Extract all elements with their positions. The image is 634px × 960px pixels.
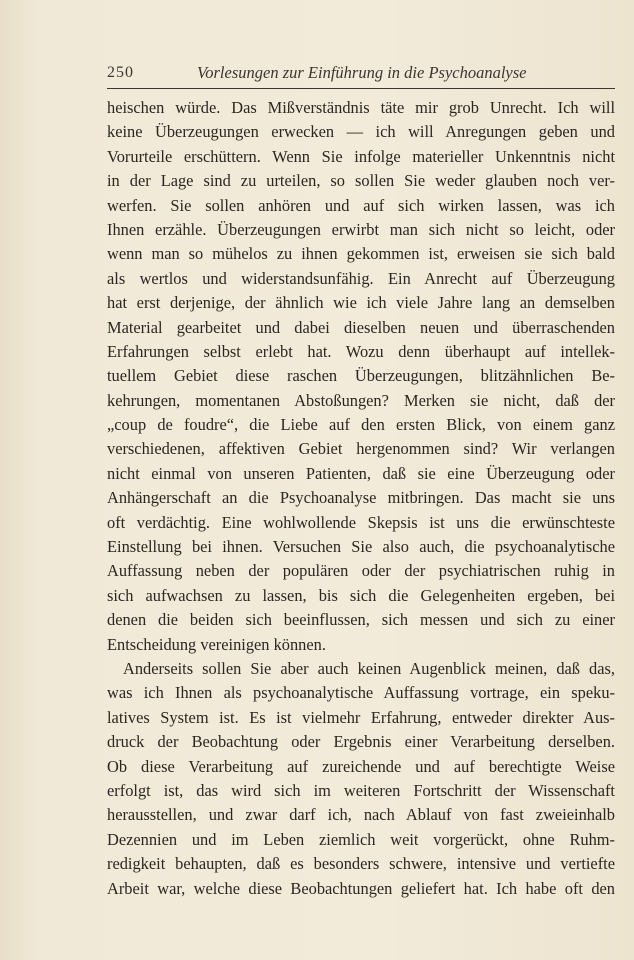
text-line: als wertlos und widerstandsunfähig. Ein Anrecht auf Überzeugung — [107, 268, 615, 288]
text-line: Vorurteile erschüttern. Wenn Sie infolge materieller Unkenntnis nicht — [107, 146, 615, 166]
text-line: „coup de foudre“, die Liebe auf den ersten Blick, von einem ganz — [107, 415, 615, 435]
text-line: Arbeit war, welche diese Beobachtungen geliefert hat. Ich habe oft den — [107, 878, 615, 898]
text-line: Entscheidung vereinigen können. — [107, 634, 326, 654]
text-line: kehrungen, momentanen Abstoßungen? Merken sie nicht, daß der — [107, 390, 615, 410]
text-line: heischen würde. Das Mißverständnis täte mir grob Unrecht. Ich will — [107, 98, 615, 117]
text-line: denen die beiden sich beeinflussen, sich messen und sich zu einer — [107, 610, 615, 630]
text-line: werfen. Sie sollen anhören und auf sich wirken lassen, was ich — [107, 195, 615, 215]
text-line: verschiedenen, affektiven Gebiet hergenommen sind? Wir verlangen — [107, 439, 615, 459]
text-line: Erfahrungen selbst erlebt hat. Wozu denn überhaupt auf intellek- — [107, 341, 615, 361]
text-line: tuellem Gebiet diese raschen Überzeugungen, blitzähnlichen Be- — [107, 366, 615, 386]
text-line: nicht einmal von unseren Patienten, daß sie eine Überzeugung oder — [107, 463, 615, 483]
page-number: 250 — [107, 64, 134, 81]
text-line: Auffassung neben der populären oder der psychiatrischen ruhig in — [107, 561, 615, 581]
text-line: erfolgt ist, das wird sich im weiteren Fortschritt der Wissenschaft — [107, 780, 615, 800]
text-line: Dezennien und im Leben ziemlich weit vorgerückt, ohne Ruhm- — [107, 829, 615, 849]
text-line: in der Lage sind zu urteilen, so sollen Sie weder glauben noch ver- — [107, 171, 615, 191]
text-line: herausstellen, und zwar darf ich, nach Ablauf von fast zweieinhalb — [107, 805, 615, 825]
text-line: Material gearbeitet und dabei dieselben neuen und überraschenden — [107, 317, 615, 337]
text-line: Ihnen erzähle. Überzeugungen erwirbt man sich nicht so leicht, oder — [107, 219, 615, 239]
text-line: Anhängerschaft an die Psychoanalyse mitbringen. Das macht sie uns — [107, 488, 615, 508]
text-line: oft verdächtig. Eine wohlwollende Skepsis ist uns die erwünschteste — [107, 512, 615, 532]
text-line: wenn man so mühelos zu ihnen gekommen ist, erweisen sie sich bald — [107, 244, 615, 264]
text-line: latives System ist. Es ist vielmehr Erfahrung, entweder direkter Aus- — [107, 707, 615, 727]
text-line: Einstellung bei ihnen. Versuchen Sie also auch, die psychoanalytische — [107, 537, 615, 557]
body-text — [107, 96, 615, 901]
text-line: redigkeit behaupten, daß es besonders schwere, intensive und vertiefte — [107, 854, 615, 874]
text-line: Ob diese Verarbeitung auf zureichende und auf berechtigte Weise — [107, 756, 615, 776]
paragraph-first-line: Anderseits sollen Sie aber auch keinen Augenblick meinen, daß das, — [123, 658, 615, 678]
page-header — [107, 58, 615, 89]
text-line: sich aufwachsen zu lassen, bis sich die Gelegenheiten ergeben, bei — [107, 585, 615, 605]
text-line: keine Überzeugungen erwecken — ich will Anregungen geben und — [107, 122, 615, 142]
running-title: Vorlesungen zur Einführung in die Psychoanalyse — [197, 63, 527, 82]
text-line: was ich Ihnen als psychoanalytische Auffassung vortrage, ein speku- — [107, 683, 615, 703]
text-line: druck der Beobachtung oder Ergebnis einer Verarbeitung derselben. — [107, 732, 615, 752]
text-line: hat erst derjenige, der ähnlich wie ich viele Jahre lang an demselben — [107, 293, 615, 313]
